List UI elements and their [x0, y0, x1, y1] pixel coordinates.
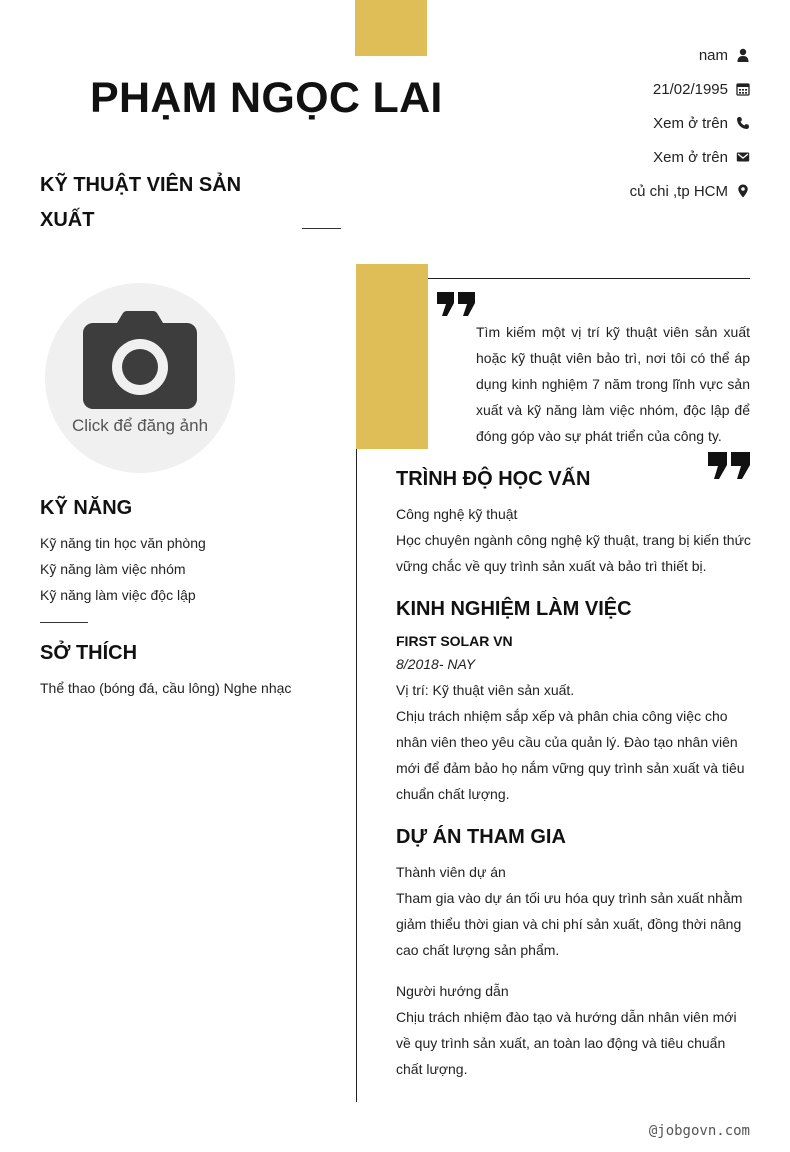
candidate-name: PHẠM NGỌC LAI	[90, 74, 443, 122]
address-value: củ chi ,tp HCM	[629, 182, 728, 200]
experience-heading: KINH NGHIỆM LÀM VIỆC	[396, 598, 632, 620]
experience-block	[396, 677, 752, 807]
hobbies-text: Thể thao (bóng đá, cầu lông) Nghe nhạc	[40, 680, 292, 696]
contact-birthday	[390, 72, 750, 106]
skills-heading: KỸ NĂNG	[40, 497, 133, 519]
skills-list	[40, 530, 340, 608]
project-role: Thành viên dự án	[396, 864, 506, 880]
person-icon	[736, 48, 750, 62]
skills-divider	[40, 622, 88, 623]
photo-upload[interactable]	[45, 283, 235, 473]
education-major: Công nghệ kỹ thuật	[396, 506, 518, 522]
title-divider	[302, 228, 341, 229]
envelope-icon	[736, 150, 750, 164]
contact-address	[390, 174, 750, 208]
job-title: KỸ THUẬT VIÊN SẢN XUẤT	[40, 174, 242, 231]
contact-info	[390, 38, 750, 208]
experience-description: Chịu trách nhiệm sắp xếp và phân chia công việc cho nhân viên theo yêu cầu của quản lý. Đào tạo nhân viên mới để đảm bảo họ nắm vững quy trình sản xuất và tiêu chuẩn chất lượng.	[396, 708, 745, 802]
skill-item: Kỹ năng làm việc nhóm	[40, 561, 186, 577]
close-quote-icon	[708, 452, 750, 479]
career-objective: Tìm kiếm một vị trí kỹ thuật viên sản xuất hoặc kỹ thuật viên bảo trì, nơi tôi có thể áp dụng kinh nghiệm 7 năm trong lĩnh vực sản xuất và kỹ năng làm việc nhóm, độc lập để đóng góp vào sự phát triển của công ty.	[476, 324, 750, 444]
footer-watermark: @jobgovn.com	[648, 1123, 750, 1139]
gender-value: nam	[698, 46, 728, 64]
camera-icon	[83, 311, 197, 409]
calendar-icon	[736, 82, 750, 96]
objective-top-rule	[428, 278, 750, 279]
education-description: Học chuyên ngành công nghệ kỹ thuật, trang bị kiến thức vững chắc về quy trình sản xuất và bảo trì thiết bị.	[396, 532, 751, 574]
open-quote-icon	[437, 292, 475, 316]
birthday-value: 21/02/1995	[652, 80, 728, 98]
project-role: Người hướng dẫn	[396, 983, 509, 999]
photo-caption: Click để đăng ảnh	[71, 416, 209, 435]
experience-period: 8/2018- NAY	[396, 656, 476, 672]
project-description: Chịu trách nhiệm đào tạo và hướng dẫn nhân viên mới về quy trình sản xuất, an toàn lao động và tiêu chuẩn chất lượng.	[396, 1009, 737, 1077]
contact-gender	[390, 38, 750, 72]
hobbies-heading: SỞ THÍCH	[40, 642, 138, 664]
education-block	[396, 501, 752, 579]
projects-heading: DỰ ÁN THAM GIA	[396, 826, 566, 848]
project-item	[396, 978, 752, 1082]
project-item	[396, 859, 752, 963]
experience-company: FIRST SOLAR VN	[396, 633, 513, 649]
education-heading: TRÌNH ĐỘ HỌC VẤN	[396, 468, 591, 490]
phone-value: Xem ở trên	[653, 114, 728, 132]
contact-phone	[390, 106, 750, 140]
skill-item: Kỹ năng làm việc độc lập	[40, 587, 196, 603]
skill-item: Kỹ năng tin học văn phòng	[40, 535, 206, 551]
phone-icon	[736, 116, 750, 130]
contact-email	[390, 140, 750, 174]
experience-position: Vị trí: Kỹ thuật viên sản xuất.	[396, 682, 575, 698]
column-divider	[356, 449, 357, 1102]
email-value: Xem ở trên	[653, 148, 728, 166]
location-pin-icon	[736, 184, 750, 198]
objective-accent-block	[356, 264, 428, 449]
project-description: Tham gia vào dự án tối ưu hóa quy trình sản xuất nhằm giảm thiểu thời gian và chi phí sản xuất, đồng thời nâng cao chất lượng sản phẩm.	[396, 890, 743, 958]
